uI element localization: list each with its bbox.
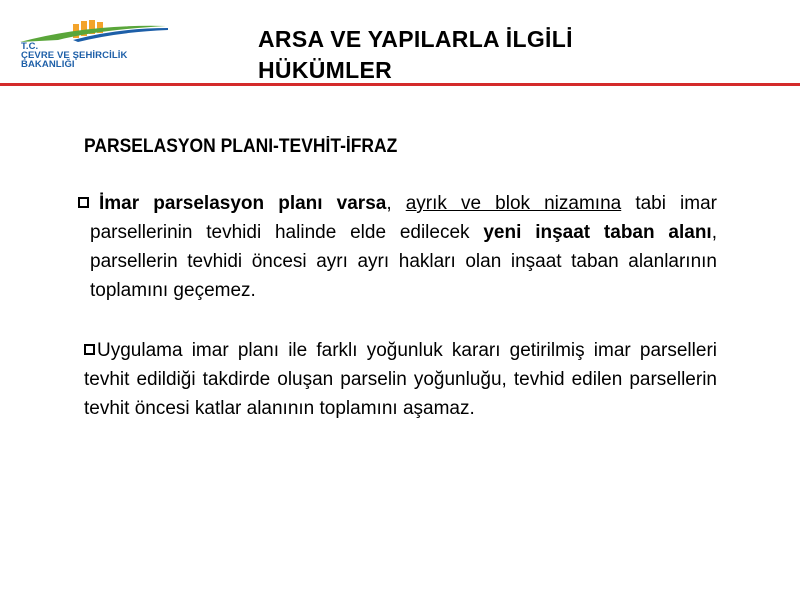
paragraph-2-text: Uygulama imar planı ile farklı yoğunluk kararı getirilmiş imar parselleri tevhit edildiği takdirde oluşan parselin yoğunluğu, tevhid edilen parsellerin tevhit öncesi katlar alanının toplamını aşamaz. <box>84 340 717 419</box>
paragraph-1-comma: , <box>386 193 406 214</box>
section-title: PARSELASYON PLANI-TEVHİT-İFRAZ <box>84 136 398 157</box>
page-title-line-1: ARSA VE YAPILARLA İLGİLİ <box>258 26 573 52</box>
ministry-logo <box>18 18 178 80</box>
paragraph-2 <box>84 336 717 423</box>
logo-text <box>21 42 127 69</box>
paragraph-1-text-b: , parsellerin tevhidi öncesi ayrı ayrı hakları olan inşaat taban alanlarının toplamını geçemez. <box>90 222 717 301</box>
paragraph-1-bold-mid: yeni inşaat taban alanı <box>483 222 712 243</box>
checkbox-bullet-icon <box>78 197 89 208</box>
checkbox-bullet-icon <box>84 344 95 355</box>
logo-line-2: ÇEVRE VE ŞEHİRCİLİK <box>21 50 128 61</box>
paragraph-1-bold-lead: İmar parselasyon planı varsa <box>99 193 387 214</box>
paragraph-1 <box>90 189 717 305</box>
logo-line-1: T.C. <box>21 41 39 52</box>
page-title <box>258 24 778 86</box>
logo-line-3: BAKANLIĞI <box>21 59 75 70</box>
paragraph-1-underlined: ayrık ve blok nizamına <box>405 193 622 214</box>
paragraph-1-text-a: tabi imar parsellerinin tevhidi halinde elde edilecek <box>90 193 717 243</box>
header-divider <box>0 83 800 86</box>
page-title-line-2: HÜKÜMLER <box>258 57 392 83</box>
